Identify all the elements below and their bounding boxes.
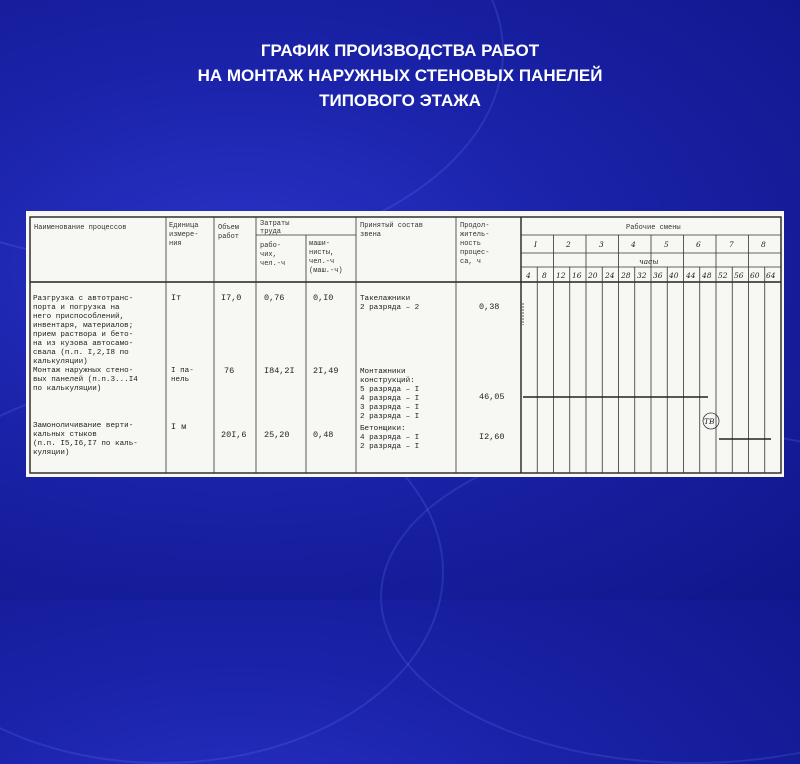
row-2-process: вых панелей (п.п.3...I4	[33, 376, 138, 384]
row-2-workers: I84,2I	[264, 366, 295, 376]
table-row	[33, 366, 708, 421]
row-3-machinists: 0,48	[313, 430, 334, 440]
row-1-process: калькуляции)	[33, 358, 88, 366]
hour-mark: 12	[556, 271, 566, 280]
hour-mark: 40	[669, 271, 679, 280]
header-process: Наименование процессов	[34, 224, 127, 232]
row-1-process: порта и погрузка на	[33, 304, 120, 312]
row-3-process: (п.п. I5,I6,I7 по каль-	[33, 440, 138, 448]
row-3-process: кальных стыков	[33, 431, 97, 439]
shift-number: 8	[761, 240, 766, 249]
hour-mark: 52	[718, 271, 728, 280]
header-machinists-4: (маш.-ч)	[309, 267, 343, 275]
header-duration-4: процес-	[460, 249, 490, 257]
row-2-crew: конструкций:	[360, 377, 415, 385]
row-2-crew: 5 разряда – I	[360, 386, 420, 394]
row-1-process: Разгрузка с автотранс-	[33, 295, 134, 303]
shift-number: 7	[729, 240, 734, 249]
header-labor-1: Затраты	[260, 220, 290, 228]
row-1-process: свала (п.п. I,2,I8 по	[33, 349, 129, 357]
header-unit-2: измере-	[169, 231, 199, 239]
hour-mark: 48	[702, 271, 712, 280]
header-hours: часы	[639, 257, 659, 266]
table-row	[33, 293, 523, 366]
row-1-unit: Iт	[171, 293, 182, 303]
row-3-duration: I2,60	[479, 432, 505, 442]
shift-number: 3	[599, 240, 604, 249]
row-2-crew: 3 разряда – I	[360, 404, 420, 412]
shift-number: 5	[664, 240, 669, 249]
header-volume-1: Объем	[218, 224, 240, 232]
row-2-machinists: 2I,49	[313, 366, 339, 376]
row-1-crew: 2 разряда – 2	[360, 304, 420, 312]
row-1-crew: Такелажники	[360, 295, 411, 303]
row-1-process: прием раствора и бето-	[33, 331, 134, 339]
row-2-process: по калькуляции)	[33, 385, 102, 393]
row-2-crew: Монтажники	[360, 368, 406, 376]
row-3-crew: Бетонщики:	[360, 425, 406, 433]
header-duration-1: Продол-	[460, 222, 490, 230]
hour-mark: 16	[572, 271, 582, 280]
row-2-duration: 46,05	[479, 392, 505, 402]
row-3-process: Замоноличивание верти-	[33, 422, 134, 430]
shift-number: I	[534, 240, 537, 249]
row-1-volume: I7,0	[221, 293, 242, 303]
shift-number: 2	[566, 240, 571, 249]
header-crew-2: звена	[360, 231, 382, 239]
schedule-table	[26, 211, 784, 477]
row-3-workers: 25,20	[264, 430, 290, 440]
row-3-marker: ТВ	[704, 417, 715, 426]
row-1-workers: 0,76	[264, 293, 285, 303]
header-volume-2: работ	[218, 233, 240, 241]
header-labor-2: труда	[260, 228, 282, 236]
hour-mark: 4	[526, 271, 531, 280]
hour-mark: 60	[750, 271, 760, 280]
hour-mark: 28	[621, 271, 631, 280]
hour-mark: 64	[766, 271, 776, 280]
row-2-volume: 76	[224, 366, 235, 376]
row-2-process: Монтаж наружных стено-	[33, 367, 134, 375]
row-2-crew: 4 разряда – I	[360, 395, 420, 403]
hour-mark: 20	[588, 271, 598, 280]
hour-mark: 24	[605, 271, 615, 280]
background-swirl	[380, 430, 800, 764]
row-1-process: него приспособлений,	[33, 313, 125, 321]
header-duration-5: са, ч	[460, 258, 482, 266]
title-line-3: ТИПОВОГО ЭТАЖА	[319, 91, 481, 110]
header-duration-3: ность	[460, 240, 482, 248]
header-workers-1: рабо-	[260, 242, 282, 250]
header-shifts: Рабочие смены	[626, 224, 681, 232]
header-duration-2: житель-	[460, 231, 490, 239]
header-workers-2: чих,	[260, 251, 277, 259]
hour-mark: 56	[734, 271, 744, 280]
hour-mark: 8	[542, 271, 547, 280]
schedule-document-scan	[26, 211, 784, 477]
row-3-unit: I м	[171, 422, 187, 432]
row-3-process: куляции)	[33, 449, 70, 457]
row-2-crew: 2 разряда – I	[360, 413, 420, 421]
hour-mark: 44	[686, 271, 696, 280]
shift-number: 6	[696, 240, 701, 249]
slide-title	[0, 38, 800, 113]
title-line-2: НА МОНТАЖ НАРУЖНЫХ СТЕНОВЫХ ПАНЕЛЕЙ	[197, 66, 603, 85]
shift-number: 4	[631, 240, 636, 249]
hour-mark: 32	[637, 271, 647, 280]
row-1-process: инвентаря, материалов;	[33, 322, 134, 330]
header-unit-3: ния	[169, 240, 182, 248]
hour-mark: 36	[653, 271, 663, 280]
header-machinists-3: чел.-ч	[309, 258, 335, 266]
row-3-volume: 20I,6	[221, 430, 247, 440]
header-workers-3: чел.-ч	[260, 260, 286, 268]
row-1-process: на из кузова автосамо-	[33, 340, 134, 348]
header-machinists-2: нисты,	[309, 249, 335, 257]
header-machinists-1: маши-	[309, 240, 331, 248]
header-crew-1: Принятый состав	[360, 222, 424, 230]
row-1-machinists: 0,I0	[313, 293, 334, 303]
row-3-crew: 4 разряда – I	[360, 434, 420, 442]
row-2-unit: I па-	[171, 367, 194, 375]
row-3-crew: 2 разряда – I	[360, 443, 420, 451]
title-line-1: ГРАФИК ПРОИЗВОДСТВА РАБОТ	[260, 41, 540, 60]
header-unit-1: Единица	[169, 222, 199, 230]
row-1-duration: 0,38	[479, 302, 500, 312]
row-2-unit: нель	[171, 376, 190, 384]
